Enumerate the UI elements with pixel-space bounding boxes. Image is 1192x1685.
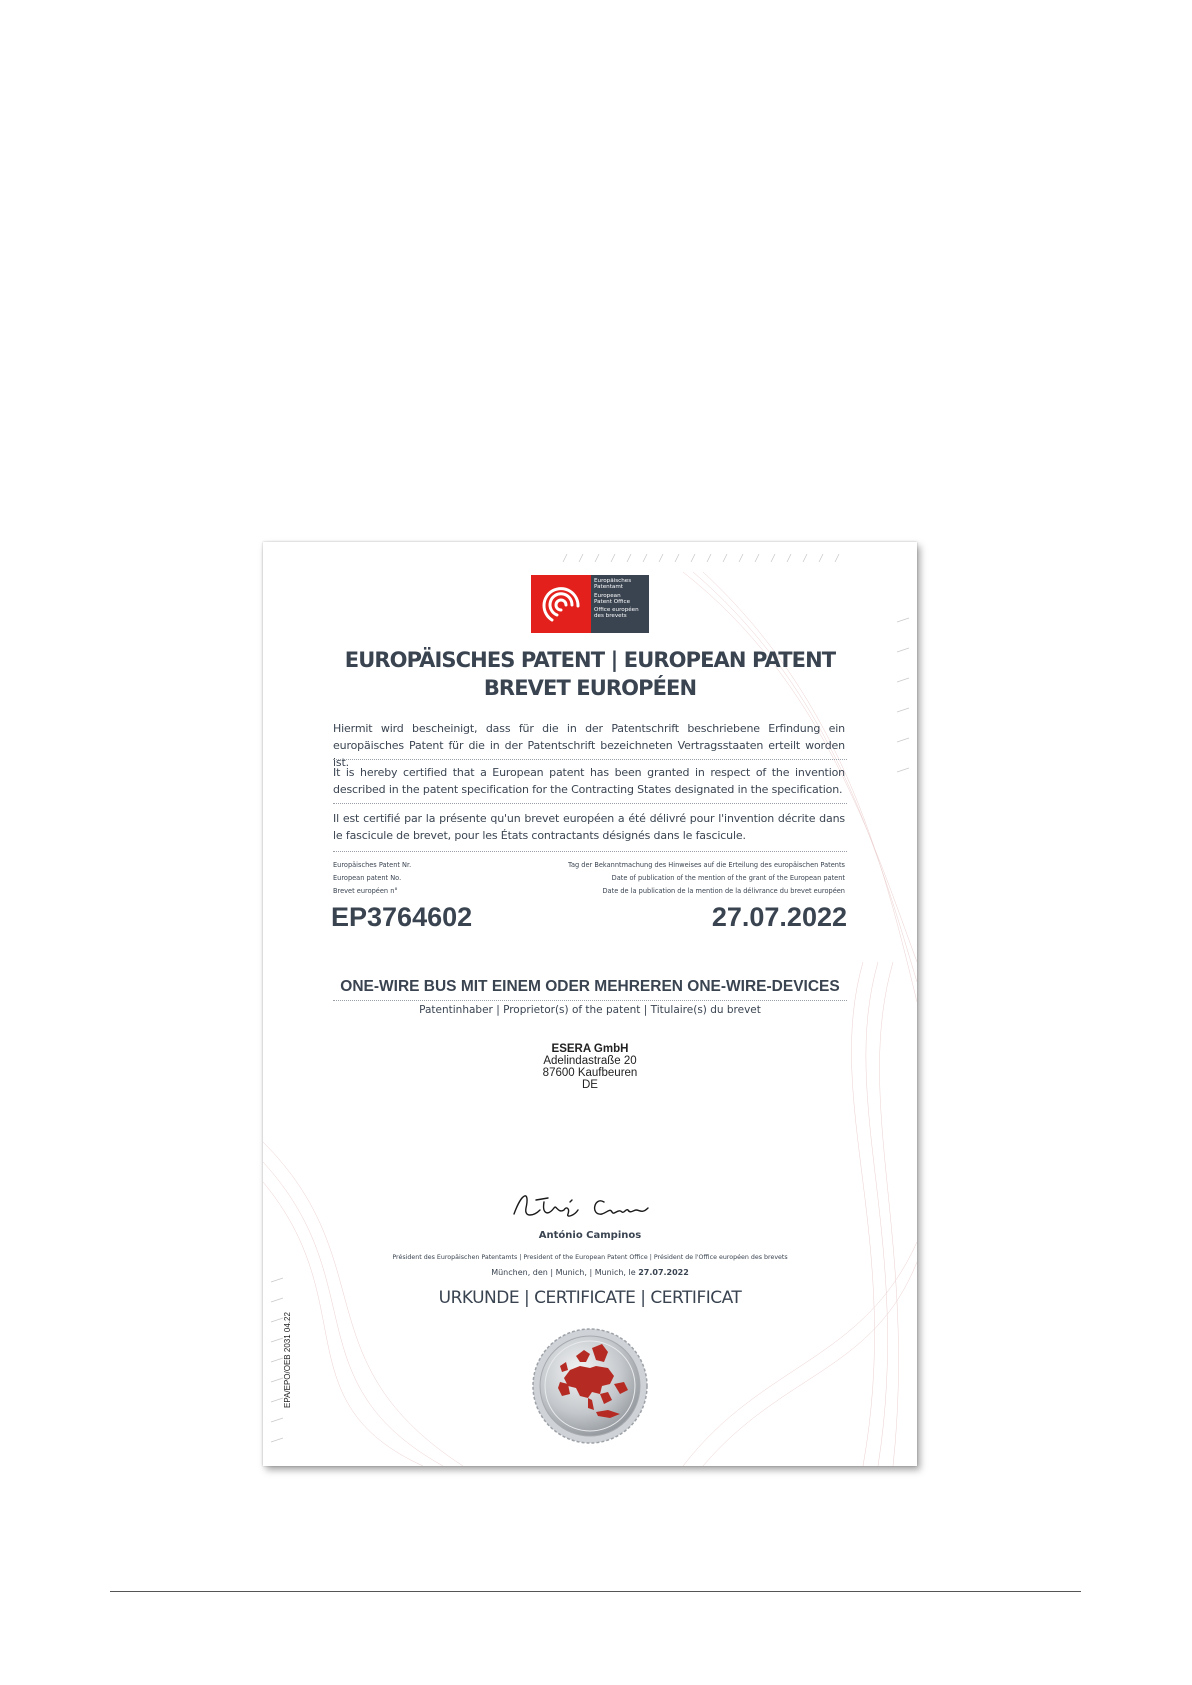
issue-place-date — [263, 1268, 917, 1277]
epo-logo-mark — [531, 575, 591, 633]
form-code: EPA/EPO/OEB 2031 04.22 — [283, 1312, 292, 1408]
divider — [333, 1000, 847, 1001]
patent-number-labels: Europäisches Patent Nr. European patent No. Brevet européen n° — [333, 861, 412, 895]
president-title: Président des Europäischen Patentamts | President of the European Patent Office | Président de l'Office européen des brevets — [392, 1254, 788, 1261]
publication-date: 27.07.2022 — [711, 902, 847, 932]
epo-swirl-icon — [539, 582, 583, 626]
divider — [333, 759, 847, 760]
patent-certificate — [263, 542, 917, 1466]
certificate-title-line2: BREVET EUROPÉEN — [483, 676, 697, 700]
proprietor-label: Patentinhaber | Proprietor(s) of the patent | Titulaire(s) du brevet — [419, 1004, 761, 1016]
epo-logo-text: Europäisches Patentamt European Patent Office Office européen des brevets — [591, 575, 649, 633]
holder-city: 87600 Kaufbeuren — [542, 1067, 638, 1079]
signatory-name: António Campinos — [538, 1230, 642, 1241]
president-signature — [508, 1188, 668, 1228]
page-footer-rule — [110, 1591, 1081, 1592]
statement-english: It is hereby certified that a European patent has been granted in respect of the invention described in the patent specification for the Contracting States designated in the specification. — [333, 766, 845, 796]
divider — [333, 803, 847, 804]
patent-number: EP3764602 — [331, 902, 473, 932]
certificate-title-line1: EUROPÄISCHES PATENT | EUROPEAN PATENT — [344, 648, 836, 672]
certificate-word: URKUNDE | CERTIFICATE | CERTIFICAT — [438, 1288, 742, 1308]
statement-french: Il est certifié par la présente qu'un brevet européen a été délivré pour l'invention décrite dans le fascicule de brevet, pour les États contractants désignés dans le fascicule. — [333, 812, 845, 842]
holder-country: DE — [582, 1079, 598, 1091]
europe-map-seal — [530, 1326, 650, 1446]
issue-place: München, den | Munich, | Munich, le — [491, 1268, 636, 1277]
issue-date: 27.07.2022 — [638, 1268, 689, 1277]
holder-name: ESERA GmbH — [551, 1043, 629, 1055]
statement-german: Hiermit wird bescheinigt, dass für die in der Patentschrift beschriebene Erfindung ein europäisches Patent für die in der Patentschrift bezeichneten Vertragsstaaten erteilt worden ist. — [333, 722, 845, 769]
invention-title: ONE-WIRE BUS MIT EINEM ODER MEHREREN ONE-WIRE-DEVICES — [340, 978, 840, 995]
divider — [333, 851, 847, 852]
holder-street: Adelindastraße 20 — [543, 1055, 637, 1067]
epo-logo — [531, 575, 649, 633]
publication-date-labels: Tag der Bekanntmachung des Hinweises auf die Erteilung des europäischen Patents Date of publication of the mention of the grant of the European patent Date de la publication de la mention de la délivrance du brevet européen — [568, 861, 845, 895]
